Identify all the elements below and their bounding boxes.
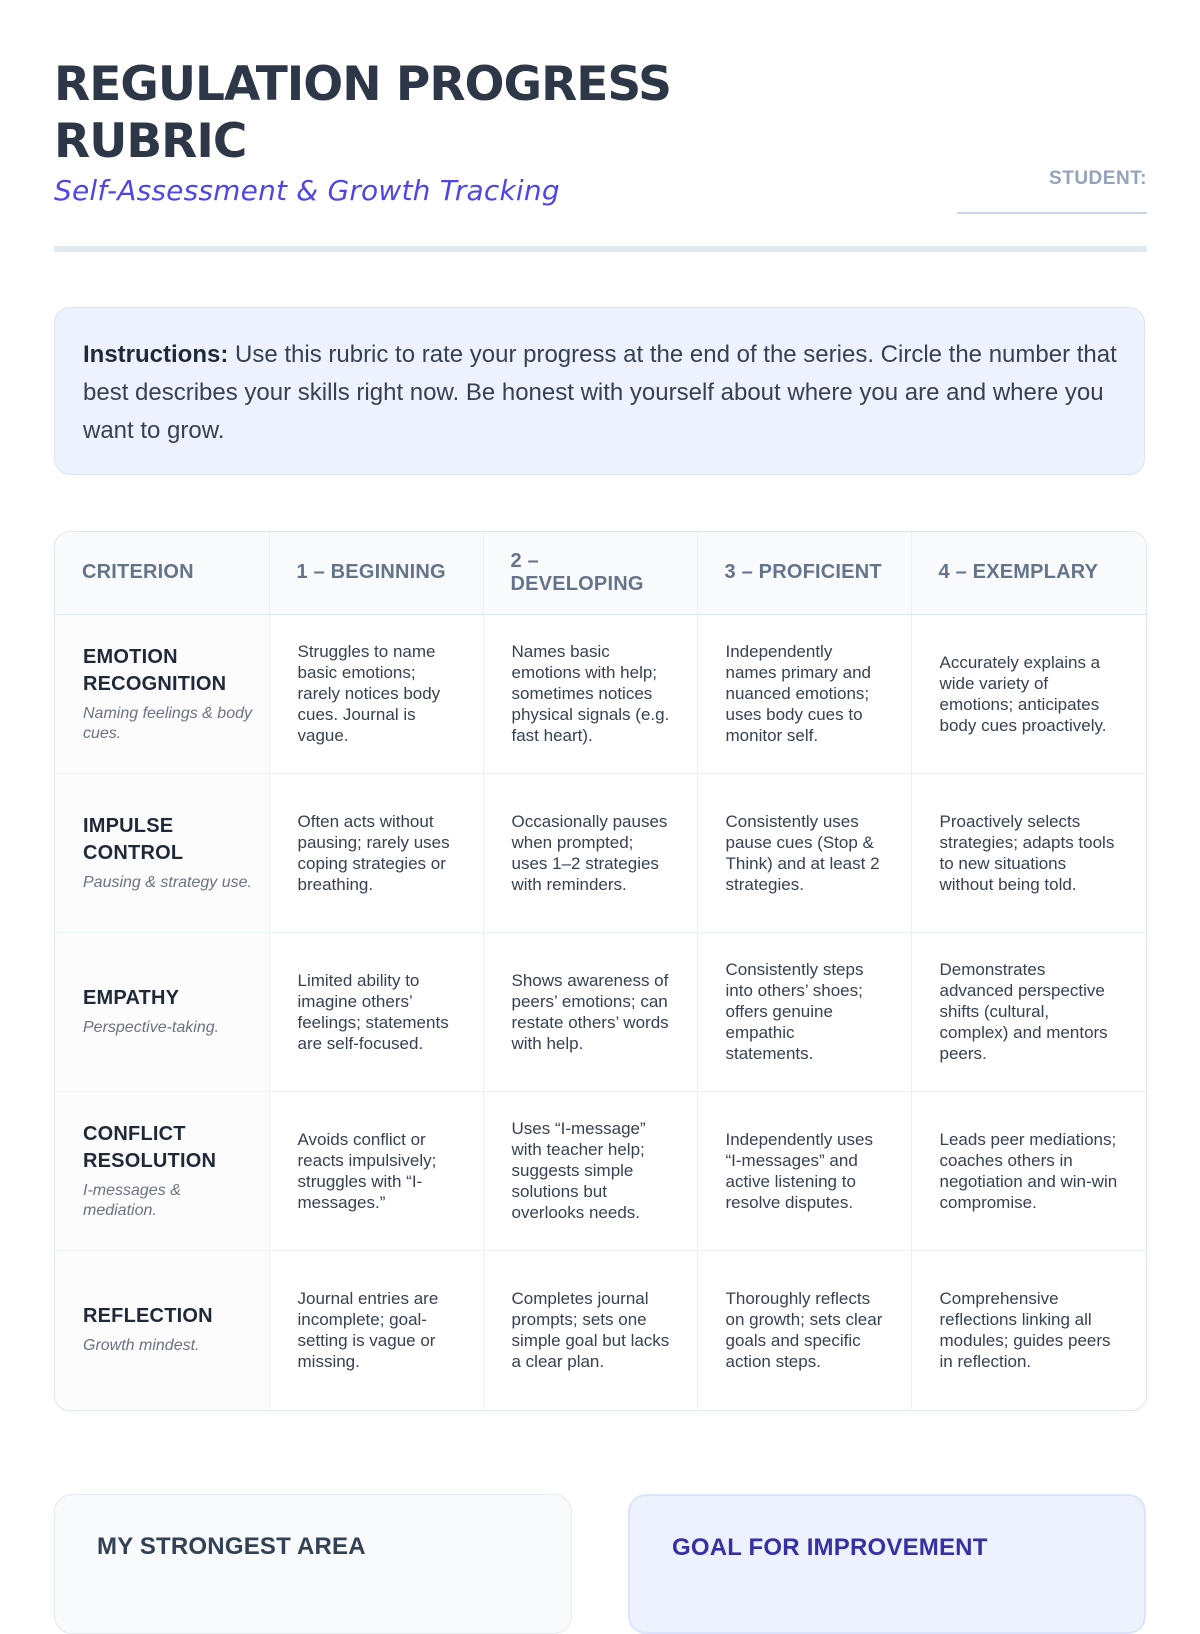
level-3-cell[interactable]: Consistently uses pause cues (Stop & Think) and at least 2 strategies. [697, 773, 911, 932]
student-name-line[interactable] [957, 212, 1147, 214]
table-row [55, 1091, 1146, 1250]
criterion-cell [55, 1091, 269, 1250]
page-subtitle: Self-Assessment & Growth Tracking [54, 174, 560, 207]
level-4-cell[interactable]: Leads peer mediations; coaches others in negotiation and win-win compromise. [911, 1091, 1146, 1250]
student-field [957, 168, 1147, 214]
level-3-cell[interactable]: Independently uses “I-messages” and active listening to resolve disputes. [697, 1091, 911, 1250]
table-header-row [55, 532, 1146, 614]
criterion-cell [55, 773, 269, 932]
level-4-cell[interactable]: Accurately explains a wide variety of emotions; anticipates body cues proactively. [911, 614, 1146, 773]
criterion-name: EMOTION RECOGNITION [83, 645, 227, 695]
strongest-area-card[interactable] [54, 1494, 572, 1634]
instructions-text: Use this rubric to rate your progress at the end of the series. Circle the number that best describes your skills right now. Be honest with yourself about where you are and where you want to grow. [83, 341, 1117, 444]
level-3-cell[interactable]: Independently names primary and nuanced emotions; uses body cues to monitor self. [697, 614, 911, 773]
level-1-cell[interactable]: Journal entries are incomplete; goal-setting is vague or missing. [269, 1250, 483, 1409]
criterion-description: Naming feelings & body cues. [83, 704, 252, 742]
level-2-cell[interactable]: Names basic emotions with help; sometimes notices physical signals (e.g. fast heart). [483, 614, 697, 773]
level-2-cell[interactable]: Completes journal prompts; sets one simple goal but lacks a clear plan. [483, 1250, 697, 1409]
header [54, 56, 1147, 207]
level-2-cell[interactable]: Occasionally pauses when prompted; uses 1–2 strategies with reminders. [483, 773, 697, 932]
column-header-criterion: CRITERION [55, 532, 269, 614]
table-row [55, 932, 1146, 1091]
level-1-cell[interactable]: Often acts without pausing; rarely uses coping strategies or breathing. [269, 773, 483, 932]
criterion-name: EMPATHY [83, 987, 180, 1009]
criterion-description: Pausing & strategy use. [83, 873, 252, 891]
goal-card[interactable] [628, 1494, 1146, 1634]
rubric-table [54, 531, 1147, 1411]
criterion-name: IMPULSE CONTROL [83, 814, 184, 864]
criterion-description: I-messages & mediation. [83, 1181, 181, 1219]
criterion-cell [55, 1250, 269, 1409]
table-row [55, 614, 1146, 773]
column-header-exemplary: 4 – EXEMPLARY [911, 532, 1146, 614]
column-header-proficient: 3 – PROFICIENT [697, 532, 911, 614]
table-row [55, 773, 1146, 932]
header-divider [54, 246, 1147, 252]
level-1-cell[interactable]: Limited ability to imagine others’ feelings; statements are self-focused. [269, 932, 483, 1091]
level-4-cell[interactable]: Comprehensive reflections linking all modules; guides peers in reflection. [939, 1288, 1111, 1371]
level-1-cell[interactable]: Struggles to name basic emotions; rarely notices body cues. Journal is vague. [269, 614, 483, 773]
level-2-cell[interactable]: Uses “I-message” with teacher help; suggests simple solutions but overlooks needs. [483, 1091, 697, 1250]
criterion-name: CONFLICT RESOLUTION [83, 1122, 217, 1172]
table-row [55, 1250, 1146, 1409]
criterion-cell [55, 614, 269, 773]
instructions-box [54, 307, 1145, 475]
criterion-cell [55, 932, 269, 1091]
strongest-area-title: MY STRONGEST AREA [97, 1533, 366, 1560]
goal-title: GOAL FOR IMPROVEMENT [672, 1534, 988, 1561]
student-label: STUDENT: [1049, 168, 1147, 189]
column-header-developing: 2 – DEVELOPING [483, 532, 697, 614]
criterion-description: Growth mindest. [83, 1337, 200, 1355]
page-title: REGULATION PROGRESS RUBRIC [54, 57, 671, 169]
level-4-cell[interactable]: Demonstrates advanced perspective shifts (cultural, complex) and mentors peers. [911, 932, 1146, 1091]
criterion-name: REFLECTION [83, 1305, 213, 1328]
criterion-description: Perspective-taking. [83, 1019, 220, 1036]
level-2-cell[interactable]: Shows awareness of peers’ emotions; can restate others’ words with help. [483, 932, 697, 1091]
level-3-cell[interactable]: Consistently steps into others’ shoes; offers genuine empathic statements. [697, 932, 911, 1091]
level-4-cell[interactable]: Proactively selects strategies; adapts tools to new situations without being told. [911, 773, 1146, 932]
level-1-cell[interactable]: Avoids conflict or reacts impulsively; struggles with “I-messages.” [269, 1091, 483, 1250]
level-3-cell[interactable]: Thoroughly reflects on growth; sets clear goals and specific action steps. [697, 1250, 911, 1409]
instructions-lead: Instructions: [83, 341, 229, 368]
column-header-beginning: 1 – BEGINNING [269, 532, 483, 614]
